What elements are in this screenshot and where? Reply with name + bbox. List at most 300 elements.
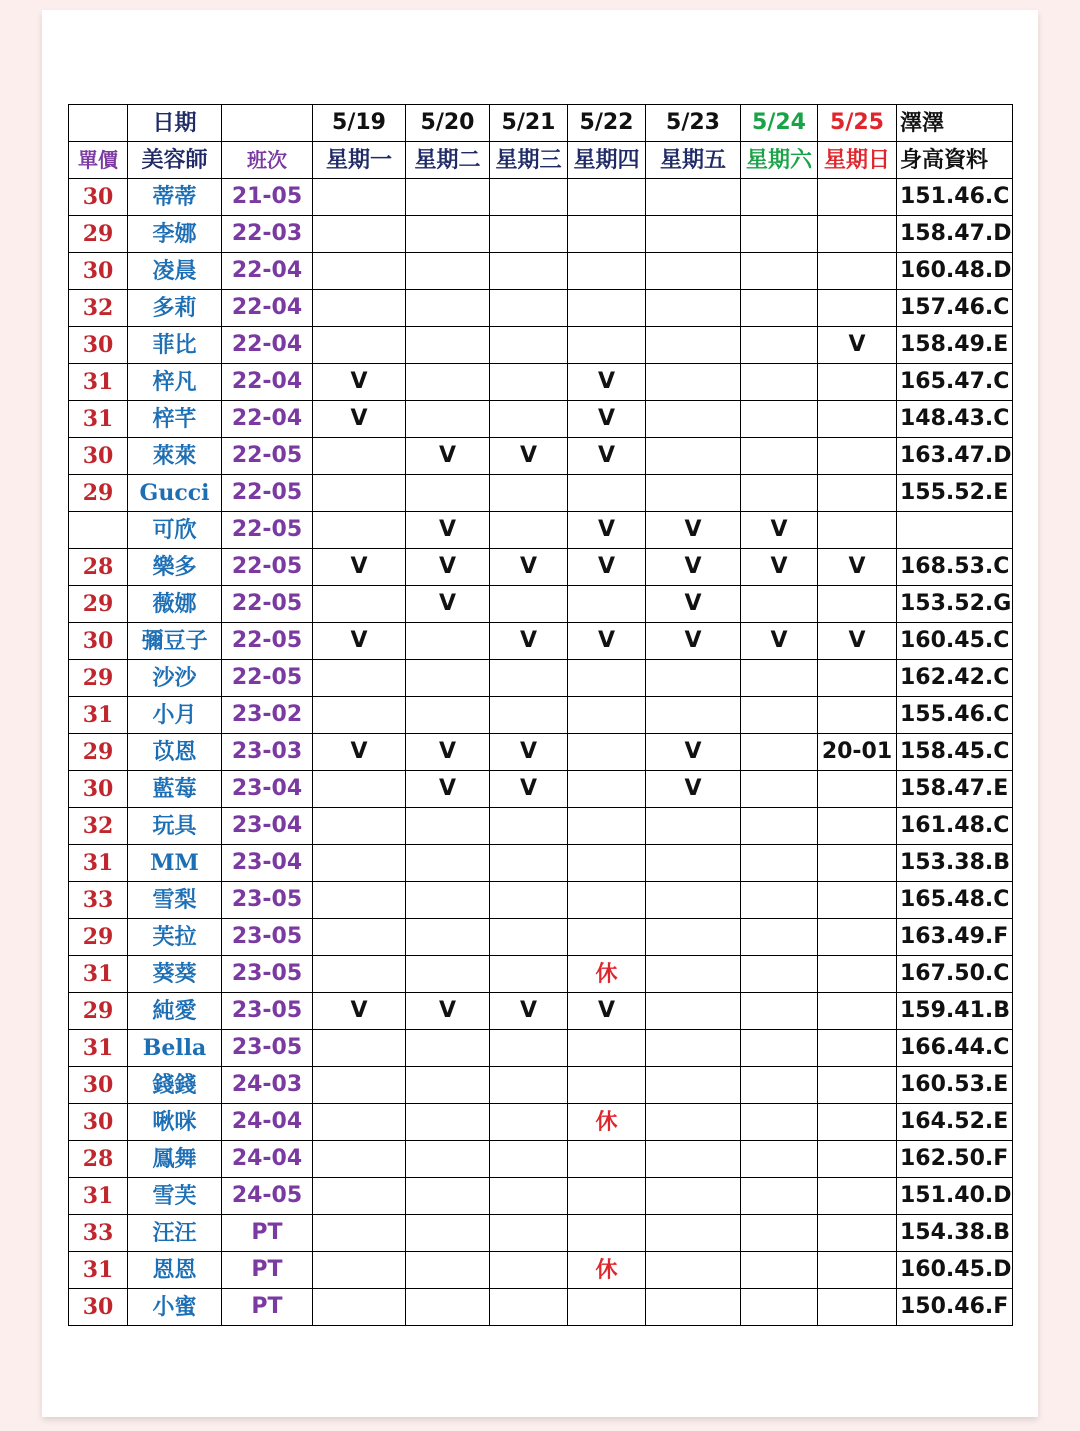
shift-cell: 23-05 [222, 993, 313, 1030]
day-cell-thu [568, 179, 646, 216]
day-cell-thu [568, 327, 646, 364]
shift-cell: 22-04 [222, 253, 313, 290]
schedule-table [68, 104, 1013, 1326]
price-cell: 30 [69, 179, 128, 216]
day-cell-sat [741, 734, 818, 771]
height-cell: 160.45.D [897, 1252, 1013, 1289]
day-cell-mon [313, 808, 406, 845]
groomer-name-cell: 藍莓 [128, 771, 222, 808]
day-cell-thu [568, 660, 646, 697]
day-cell-wed [490, 1104, 568, 1141]
groomer-name-cell: 多莉 [128, 290, 222, 327]
day-cell-wed [490, 401, 568, 438]
header-row-dates [69, 105, 1013, 142]
shift-cell: 22-04 [222, 290, 313, 327]
day-cell-mon [313, 660, 406, 697]
day-cell-sat [741, 438, 818, 475]
day-cell-mon [313, 1030, 406, 1067]
day-cell-sun [818, 586, 897, 623]
day-cell-wed [490, 1141, 568, 1178]
day-cell-sun [818, 882, 897, 919]
height-cell: 165.48.C [897, 882, 1013, 919]
day-cell-tue [406, 808, 490, 845]
shift-cell: 22-05 [222, 512, 313, 549]
day-cell-wed [490, 697, 568, 734]
height-cell: 157.46.C [897, 290, 1013, 327]
day-cell-fri: V [646, 512, 741, 549]
day-cell-tue: V [406, 438, 490, 475]
day-cell-fri [646, 956, 741, 993]
day-cell-mon [313, 586, 406, 623]
day-cell-tue [406, 882, 490, 919]
shift-cell: 23-04 [222, 845, 313, 882]
day-cell-fri [646, 1215, 741, 1252]
table-row [69, 216, 1013, 253]
table-row [69, 845, 1013, 882]
day-cell-wed [490, 253, 568, 290]
day-cell-tue: V [406, 549, 490, 586]
shift-cell: 23-04 [222, 808, 313, 845]
day-cell-sun [818, 512, 897, 549]
day-cell-wed [490, 512, 568, 549]
shift-cell: 24-04 [222, 1104, 313, 1141]
height-cell: 165.47.C [897, 364, 1013, 401]
day-cell-sat [741, 771, 818, 808]
table-row [69, 327, 1013, 364]
table-row [69, 771, 1013, 808]
day-cell-sun [818, 1067, 897, 1104]
day-cell-fri [646, 1030, 741, 1067]
shift-cell: 22-04 [222, 327, 313, 364]
height-cell: 160.48.D [897, 253, 1013, 290]
height-cell: 167.50.C [897, 956, 1013, 993]
day-cell-sat [741, 1104, 818, 1141]
day-cell-sun [818, 1215, 897, 1252]
day-cell-sat [741, 919, 818, 956]
height-cell: 159.41.B [897, 993, 1013, 1030]
day-cell-fri [646, 1252, 741, 1289]
day-cell-wed: V [490, 771, 568, 808]
groomer-name-cell: 芙拉 [128, 919, 222, 956]
height-cell: 155.46.C [897, 697, 1013, 734]
day-cell-sat [741, 660, 818, 697]
date-cell-tue: 5/20 [406, 105, 490, 142]
height-cell: 154.38.B [897, 1215, 1013, 1252]
day-cell-sun [818, 993, 897, 1030]
shift-cell: 22-04 [222, 364, 313, 401]
table-row [69, 623, 1013, 660]
day-cell-wed [490, 1178, 568, 1215]
extra-header: 澤澤 [897, 105, 1013, 142]
shift-cell: 23-05 [222, 1030, 313, 1067]
day-cell-wed: V [490, 734, 568, 771]
shift-cell: 22-03 [222, 216, 313, 253]
table-row [69, 993, 1013, 1030]
day-cell-mon: V [313, 993, 406, 1030]
day-cell-tue [406, 475, 490, 512]
groomer-name-cell: 小月 [128, 697, 222, 734]
groomer-name-cell: 梓芊 [128, 401, 222, 438]
table-row [69, 1252, 1013, 1289]
day-cell-mon: V [313, 734, 406, 771]
table-row [69, 253, 1013, 290]
shift-cell: 22-04 [222, 401, 313, 438]
price-cell: 29 [69, 586, 128, 623]
weekday-sat: 星期六 [741, 142, 818, 179]
date-cell-thu: 5/22 [568, 105, 646, 142]
day-cell-sat: V [741, 623, 818, 660]
day-cell-sat [741, 808, 818, 845]
day-cell-sun [818, 1141, 897, 1178]
height-cell: 161.48.C [897, 808, 1013, 845]
day-cell-fri [646, 216, 741, 253]
day-cell-sat [741, 327, 818, 364]
table-row [69, 290, 1013, 327]
shift-cell: 24-03 [222, 1067, 313, 1104]
day-cell-tue [406, 1104, 490, 1141]
table-row [69, 1141, 1013, 1178]
day-cell-sun [818, 401, 897, 438]
day-cell-sun: 20-01 [818, 734, 897, 771]
day-cell-mon [313, 697, 406, 734]
shift-cell: 23-03 [222, 734, 313, 771]
date-cell-sun: 5/25 [818, 105, 897, 142]
day-cell-thu [568, 475, 646, 512]
shift-cell: 22-05 [222, 438, 313, 475]
day-cell-tue [406, 327, 490, 364]
day-cell-fri: V [646, 734, 741, 771]
height-cell: 163.49.F [897, 919, 1013, 956]
day-cell-sun [818, 1030, 897, 1067]
day-cell-fri [646, 919, 741, 956]
day-cell-sat [741, 882, 818, 919]
day-cell-mon [313, 1215, 406, 1252]
price-cell: 30 [69, 327, 128, 364]
height-cell: 162.50.F [897, 1141, 1013, 1178]
day-cell-thu [568, 808, 646, 845]
price-cell: 31 [69, 1030, 128, 1067]
day-cell-sat [741, 956, 818, 993]
day-cell-mon [313, 438, 406, 475]
day-cell-mon [313, 956, 406, 993]
day-cell-mon [313, 512, 406, 549]
day-cell-thu [568, 586, 646, 623]
day-cell-wed [490, 845, 568, 882]
day-cell-sat: V [741, 549, 818, 586]
day-cell-wed: V [490, 623, 568, 660]
shift-cell: 23-05 [222, 882, 313, 919]
day-cell-fri [646, 808, 741, 845]
day-cell-tue [406, 956, 490, 993]
day-cell-mon [313, 475, 406, 512]
shift-cell: PT [222, 1215, 313, 1252]
price-cell: 31 [69, 956, 128, 993]
height-cell: 164.52.E [897, 1104, 1013, 1141]
shift-cell: 23-05 [222, 919, 313, 956]
day-cell-sat [741, 1289, 818, 1326]
day-cell-sat [741, 475, 818, 512]
groomer-name-cell: 萊萊 [128, 438, 222, 475]
day-cell-sun [818, 290, 897, 327]
price-cell: 29 [69, 216, 128, 253]
table-row [69, 1289, 1013, 1326]
day-cell-sun [818, 1104, 897, 1141]
groomer-name-cell: 雪梨 [128, 882, 222, 919]
day-cell-tue [406, 1289, 490, 1326]
day-cell-wed [490, 1030, 568, 1067]
table-row [69, 438, 1013, 475]
day-cell-tue: V [406, 512, 490, 549]
height-cell: 166.44.C [897, 1030, 1013, 1067]
day-cell-sat [741, 1030, 818, 1067]
day-cell-fri [646, 475, 741, 512]
day-cell-tue [406, 216, 490, 253]
day-cell-sun [818, 179, 897, 216]
day-cell-wed [490, 1215, 568, 1252]
price-cell: 31 [69, 1178, 128, 1215]
shift-cell: 22-05 [222, 660, 313, 697]
shift-label: 班次 [222, 142, 313, 179]
table-row [69, 1215, 1013, 1252]
table-row [69, 734, 1013, 771]
day-cell-sat [741, 1215, 818, 1252]
price-cell: 29 [69, 734, 128, 771]
day-cell-sun [818, 660, 897, 697]
groomer-name-cell: 梓凡 [128, 364, 222, 401]
day-cell-sat [741, 993, 818, 1030]
day-cell-thu [568, 216, 646, 253]
day-cell-thu [568, 845, 646, 882]
day-cell-mon [313, 845, 406, 882]
price-cell: 28 [69, 549, 128, 586]
groomer-name-cell: 葵葵 [128, 956, 222, 993]
price-cell: 29 [69, 919, 128, 956]
shift-cell: 23-04 [222, 771, 313, 808]
day-cell-fri [646, 1178, 741, 1215]
day-cell-wed [490, 1252, 568, 1289]
day-cell-tue: V [406, 993, 490, 1030]
shift-cell: 23-02 [222, 697, 313, 734]
height-cell: 163.47.D [897, 438, 1013, 475]
day-cell-tue: V [406, 734, 490, 771]
groomer-name-cell: 可欣 [128, 512, 222, 549]
table-row [69, 919, 1013, 956]
day-cell-tue [406, 1141, 490, 1178]
day-cell-thu: V [568, 401, 646, 438]
price-cell: 29 [69, 660, 128, 697]
day-cell-thu: 休 [568, 1104, 646, 1141]
groomer-name-cell: 雪芙 [128, 1178, 222, 1215]
day-cell-fri [646, 179, 741, 216]
day-cell-fri: V [646, 771, 741, 808]
date-cell-mon: 5/19 [313, 105, 406, 142]
day-cell-thu [568, 1141, 646, 1178]
height-cell: 153.38.B [897, 845, 1013, 882]
day-cell-fri [646, 882, 741, 919]
day-cell-tue [406, 623, 490, 660]
price-cell: 30 [69, 253, 128, 290]
day-cell-thu [568, 1178, 646, 1215]
price-cell: 32 [69, 808, 128, 845]
groomer-name-cell: 彌豆子 [128, 623, 222, 660]
groomer-name-cell: 菲比 [128, 327, 222, 364]
day-cell-thu [568, 734, 646, 771]
day-cell-mon [313, 253, 406, 290]
day-cell-mon [313, 1178, 406, 1215]
day-cell-mon [313, 882, 406, 919]
price-cell: 33 [69, 882, 128, 919]
day-cell-sun [818, 919, 897, 956]
date-cell-wed: 5/21 [490, 105, 568, 142]
weekday-thu: 星期四 [568, 142, 646, 179]
table-row [69, 475, 1013, 512]
groomer-name-cell: 蒂蒂 [128, 179, 222, 216]
day-cell-fri [646, 253, 741, 290]
day-cell-sat [741, 1067, 818, 1104]
day-cell-tue [406, 1030, 490, 1067]
day-cell-thu [568, 1067, 646, 1104]
day-cell-sun [818, 808, 897, 845]
day-cell-sun: V [818, 549, 897, 586]
price-cell: 31 [69, 401, 128, 438]
day-cell-wed: V [490, 993, 568, 1030]
day-cell-thu [568, 253, 646, 290]
name-label: 美容師 [128, 142, 222, 179]
weekday-mon: 星期一 [313, 142, 406, 179]
day-cell-mon [313, 771, 406, 808]
day-cell-thu [568, 882, 646, 919]
day-cell-mon [313, 327, 406, 364]
table-row [69, 1178, 1013, 1215]
table-row [69, 882, 1013, 919]
day-cell-fri: V [646, 586, 741, 623]
day-cell-sun [818, 438, 897, 475]
table-row [69, 512, 1013, 549]
height-cell: 168.53.C [897, 549, 1013, 586]
date-cell-fri: 5/23 [646, 105, 741, 142]
day-cell-thu [568, 697, 646, 734]
table-row [69, 1030, 1013, 1067]
price-cell: 29 [69, 475, 128, 512]
day-cell-thu [568, 1215, 646, 1252]
day-cell-thu: V [568, 438, 646, 475]
day-cell-tue [406, 401, 490, 438]
day-cell-tue [406, 1178, 490, 1215]
table-row [69, 549, 1013, 586]
height-cell: 160.53.E [897, 1067, 1013, 1104]
day-cell-sat [741, 216, 818, 253]
groomer-name-cell: 沙沙 [128, 660, 222, 697]
price-cell: 30 [69, 1104, 128, 1141]
date-label: 日期 [128, 105, 222, 142]
day-cell-sat [741, 290, 818, 327]
header-blank [222, 105, 313, 142]
day-cell-sat [741, 401, 818, 438]
day-cell-sun [818, 845, 897, 882]
height-cell: 151.40.D [897, 1178, 1013, 1215]
day-cell-fri [646, 845, 741, 882]
day-cell-thu: V [568, 549, 646, 586]
price-cell: 31 [69, 697, 128, 734]
day-cell-mon [313, 1141, 406, 1178]
day-cell-tue [406, 660, 490, 697]
weekday-tue: 星期二 [406, 142, 490, 179]
height-cell: 151.46.C [897, 179, 1013, 216]
day-cell-thu [568, 1289, 646, 1326]
day-cell-sun [818, 1289, 897, 1326]
groomer-name-cell: Gucci [128, 475, 222, 512]
table-row [69, 401, 1013, 438]
height-cell: 162.42.C [897, 660, 1013, 697]
day-cell-thu: V [568, 512, 646, 549]
shift-cell: 23-05 [222, 956, 313, 993]
height-cell [897, 512, 1013, 549]
day-cell-wed [490, 919, 568, 956]
header-row-weekdays [69, 142, 1013, 179]
day-cell-fri [646, 993, 741, 1030]
shift-cell: 22-05 [222, 549, 313, 586]
date-cell-sat: 5/24 [741, 105, 818, 142]
table-row [69, 697, 1013, 734]
height-cell: 153.52.G [897, 586, 1013, 623]
price-cell: 31 [69, 845, 128, 882]
day-cell-wed [490, 216, 568, 253]
shift-cell: PT [222, 1289, 313, 1326]
table-row [69, 808, 1013, 845]
day-cell-sun [818, 697, 897, 734]
shift-cell: 22-05 [222, 623, 313, 660]
day-cell-sat [741, 1252, 818, 1289]
price-cell: 30 [69, 438, 128, 475]
groomer-name-cell: 樂多 [128, 549, 222, 586]
day-cell-wed [490, 290, 568, 327]
day-cell-mon [313, 1289, 406, 1326]
day-cell-sat [741, 586, 818, 623]
day-cell-sun [818, 956, 897, 993]
day-cell-thu: 休 [568, 1252, 646, 1289]
day-cell-wed [490, 1289, 568, 1326]
day-cell-tue [406, 697, 490, 734]
groomer-name-cell: 純愛 [128, 993, 222, 1030]
table-row [69, 364, 1013, 401]
day-cell-fri [646, 1141, 741, 1178]
weekday-sun: 星期日 [818, 142, 897, 179]
day-cell-sat [741, 697, 818, 734]
day-cell-tue [406, 1252, 490, 1289]
day-cell-thu: V [568, 993, 646, 1030]
day-cell-thu [568, 290, 646, 327]
price-cell: 30 [69, 623, 128, 660]
day-cell-wed [490, 808, 568, 845]
day-cell-tue [406, 919, 490, 956]
day-cell-wed [490, 660, 568, 697]
day-cell-fri: V [646, 549, 741, 586]
day-cell-sun [818, 364, 897, 401]
price-cell: 31 [69, 1252, 128, 1289]
day-cell-sat [741, 179, 818, 216]
shift-cell: 22-05 [222, 586, 313, 623]
day-cell-fri [646, 660, 741, 697]
day-cell-wed [490, 1067, 568, 1104]
day-cell-mon [313, 179, 406, 216]
day-cell-tue [406, 179, 490, 216]
day-cell-wed [490, 956, 568, 993]
height-cell: 158.49.E [897, 327, 1013, 364]
shift-cell: 24-05 [222, 1178, 313, 1215]
groomer-name-cell: 錢錢 [128, 1067, 222, 1104]
price-cell: 30 [69, 1289, 128, 1326]
day-cell-wed [490, 327, 568, 364]
